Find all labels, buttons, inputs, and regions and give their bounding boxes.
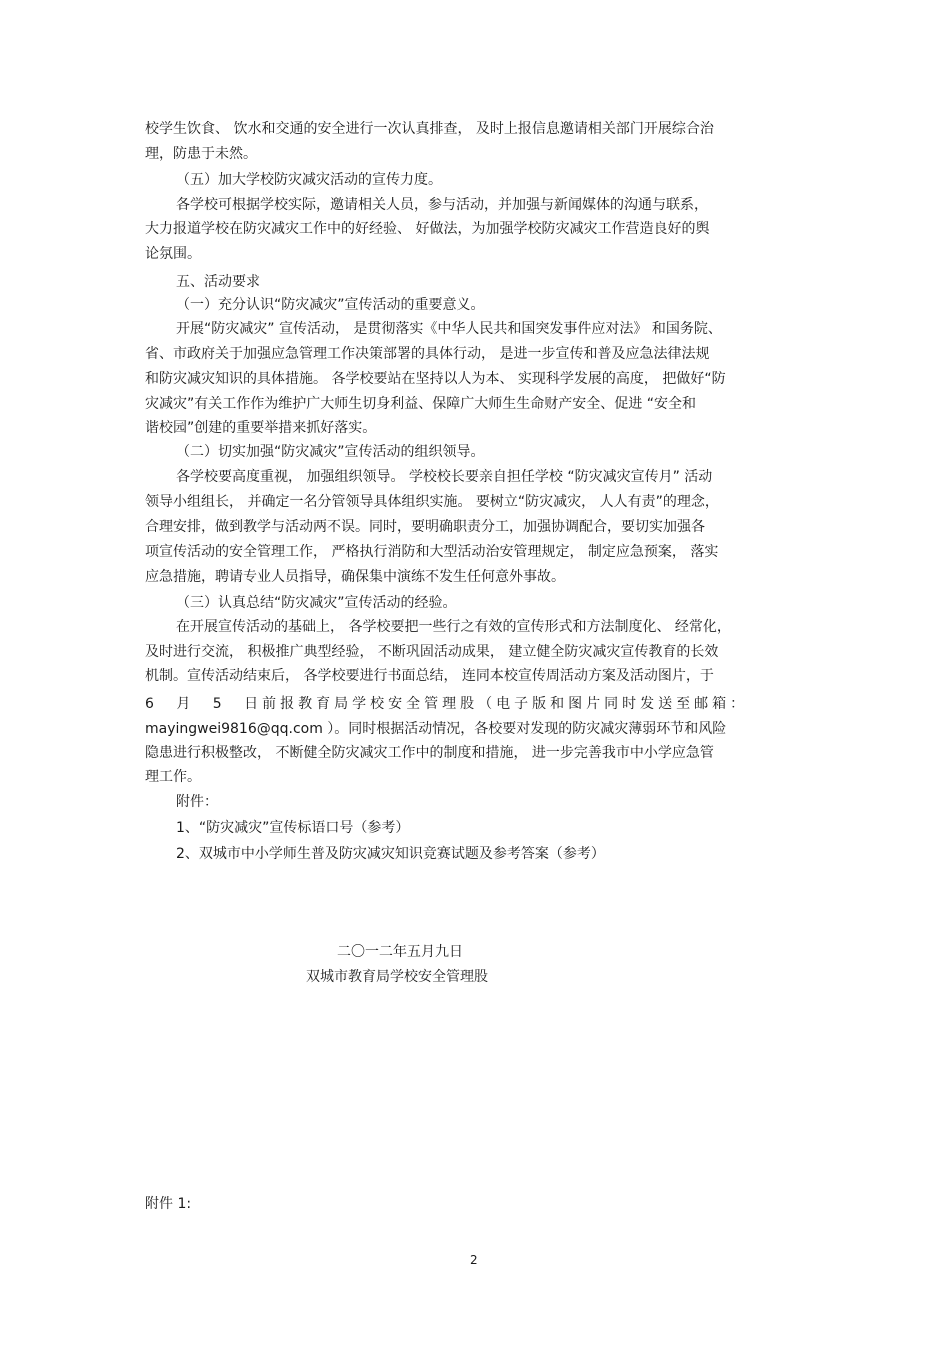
body-line-16: 领导小组组长， 并确定一名分管领导具体组织实施。 要树立“防灾减灾， 人人有责”的理念，: [145, 494, 719, 510]
body-line-15: 各学校要高度重视， 加强组织领导。 学校校长要亲自担任学校 “防灾减灾宣传月” 活动: [176, 469, 713, 485]
subheading-1: （一）充分认识“防灾减灾”宣传活动的重要意义。: [176, 297, 485, 313]
body-line-2: 理，防患于未然。: [145, 146, 257, 162]
attachment-item-2: 2、双城市中小学师生普及防灾减灾知识竞赛试题及参考答案（参考）: [176, 846, 605, 862]
body-line-23: 机制。宣传活动结束后， 各学校要进行书面总结， 连同本校宣传周活动方案及活动图片，于: [145, 668, 714, 684]
body-line-18: 项宣传活动的安全管理工作， 严格执行消防和大型活动治安管理规定， 制定应急预案， 落实: [145, 544, 719, 560]
section-heading-requirements: 五、活动要求: [176, 274, 260, 290]
body-line-26: 隐患进行积极整改， 不断健全防灾减灾工作中的制度和措施， 进一步完善我市中小学应急管: [145, 745, 714, 761]
body-line-21: 在开展宣传活动的基础上， 各学校要把一些行之有效的宣传形式和方法制度化、 经常化，: [176, 619, 731, 635]
signature-date: 二〇一二年五月九日: [337, 944, 463, 960]
body-line-25: mayingwei9816@qq.com ）。同时根据活动情况，各校要对发现的防灾减灾薄弱环节和风险: [145, 721, 727, 737]
body-line-13: 谐校园”创建的重要举措来抓好落实。: [145, 420, 377, 436]
body-line-12: 灾减灾”有关工作作为维护广大师生切身利益、保障广大师生生命财产安全、促进 “安全和: [145, 396, 696, 412]
body-line-22: 及时进行交流， 积极推广典型经验， 不断巩固活动成果， 建立健全防灾减灾宣传教育的长效: [145, 644, 719, 660]
body-line-9: 开展“防灾减灾” 宣传活动， 是贯彻落实《中华人民共和国突发事件应对法》 和国务院、: [176, 321, 722, 337]
subheading-5: （五）加大学校防灾减灾活动的宣传力度。: [176, 172, 442, 188]
body-line-10: 省、市政府关于加强应急管理工作决策部署的具体行动， 是进一步宣传和普及应急法律法规: [145, 346, 710, 362]
subheading-3: （三）认真总结“防灾减灾”宣传活动的经验。: [176, 595, 457, 611]
body-line-17: 合理安排，做到教学与活动两不误。同时，要明确职责分工，加强协调配合，要切实加强各: [145, 519, 705, 535]
appendix-1-label: 附件 1:: [145, 1196, 192, 1212]
signature-issuer: 双城市教育局学校安全管理股: [306, 969, 488, 985]
subheading-2: （二）切实加强“防灾减灾”宣传活动的组织领导。: [176, 444, 485, 460]
page-number: 2: [470, 1253, 478, 1267]
body-line-6: 论氛围。: [145, 246, 201, 262]
body-line-1: 校学生饮食、 饮水和交通的安全进行一次认真排查， 及时上报信息邀请相关部门开展综合治: [145, 121, 714, 137]
body-line-4: 各学校可根据学校实际，邀请相关人员，参与活动，并加强与新闻媒体的沟通与联系，: [176, 197, 708, 213]
body-line-24: 6 月 5 日前报教育局学校安全管理股（电子版和图片同时发送至邮箱：: [145, 696, 749, 712]
body-line-11: 和防灾减灾知识的具体措施。 各学校要站在坚持以人为本、 实现科学发展的高度， 把做好“防: [145, 371, 726, 387]
attachment-item-1: 1、“防灾减灾”宣传标语口号（参考）: [176, 820, 410, 836]
attachments-heading: 附件：: [176, 794, 218, 810]
body-line-19: 应急措施，聘请专业人员指导，确保集中演练不发生任何意外事故。: [145, 569, 565, 585]
body-line-27: 理工作。: [145, 769, 201, 785]
body-line-5: 大力报道学校在防灾减灾工作中的好经验、 好做法，为加强学校防灾减灾工作营造良好的舆: [145, 221, 710, 237]
